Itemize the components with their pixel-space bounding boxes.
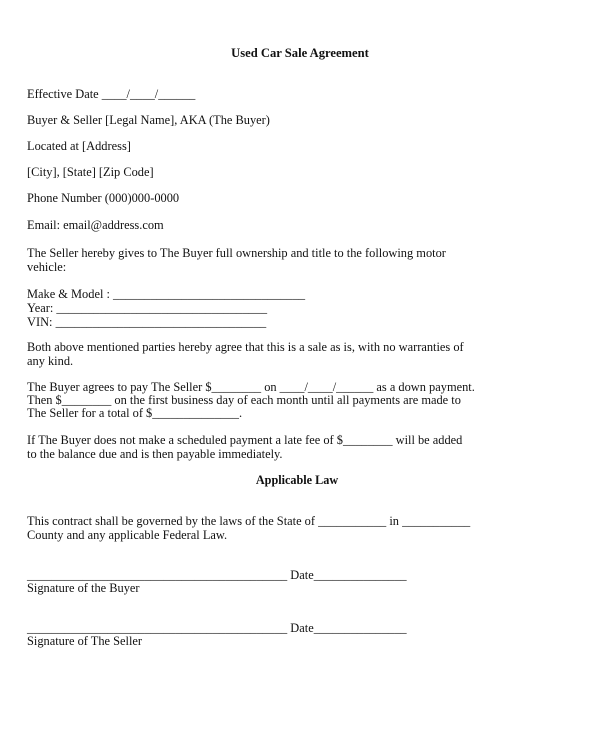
governing-law-line-1: This contract shall be governed by the laws of the State of ___________ in ___________ — [27, 514, 471, 528]
buyer-signature-label: Signature of the Buyer — [27, 581, 140, 595]
vin-field: VIN: __________________________________ — [27, 315, 267, 329]
late-fee-clause-line-2: to the balance due and is then payable immediately. — [27, 447, 283, 461]
governing-law-line-2: County and any applicable Federal Law. — [27, 528, 228, 542]
buyer-seller-line: Buyer & Seller [Legal Name], AKA (The Buyer) — [27, 113, 270, 127]
city-state-zip-line: [City], [State] [Zip Code] — [27, 165, 154, 179]
payment-clause-line-1: The Buyer agrees to pay The Seller $________ on ____/____/______ as a down payment. — [27, 380, 475, 394]
as-is-clause-line-2: any kind. — [27, 354, 74, 368]
located-at-line: Located at [Address] — [27, 139, 131, 153]
email-line: Email: email@address.com — [27, 218, 164, 232]
buyer-signature-line: __________________________________________ Date_______________ — [27, 568, 407, 582]
applicable-law-heading: Applicable Law — [255, 473, 339, 487]
payment-clause-line-2: Then $________ on the first business day of each month until all payments are made to — [27, 393, 461, 407]
seller-signature-line: __________________________________________ Date_______________ — [27, 621, 407, 635]
document-title: Used Car Sale Agreement — [231, 46, 369, 60]
payment-clause-line-3: The Seller for a total of $______________. — [27, 406, 243, 420]
as-is-clause-line-1: Both above mentioned parties hereby agree that this is a sale as is, with no warranties of — [27, 340, 464, 354]
phone-number-line: Phone Number (000)000-0000 — [27, 191, 180, 205]
seller-signature-label: Signature of The Seller — [27, 634, 143, 648]
ownership-clause-line-1: The Seller hereby gives to The Buyer full ownership and title to the following motor — [27, 246, 446, 260]
ownership-clause-line-2: vehicle: — [27, 260, 67, 274]
effective-date-line: Effective Date ____/____/______ — [27, 87, 196, 101]
year-field: Year: __________________________________ — [27, 301, 268, 315]
late-fee-clause-line-1: If The Buyer does not make a scheduled payment a late fee of $________ will be added — [27, 433, 463, 447]
make-model-field: Make & Model : _______________________________ — [27, 287, 306, 301]
